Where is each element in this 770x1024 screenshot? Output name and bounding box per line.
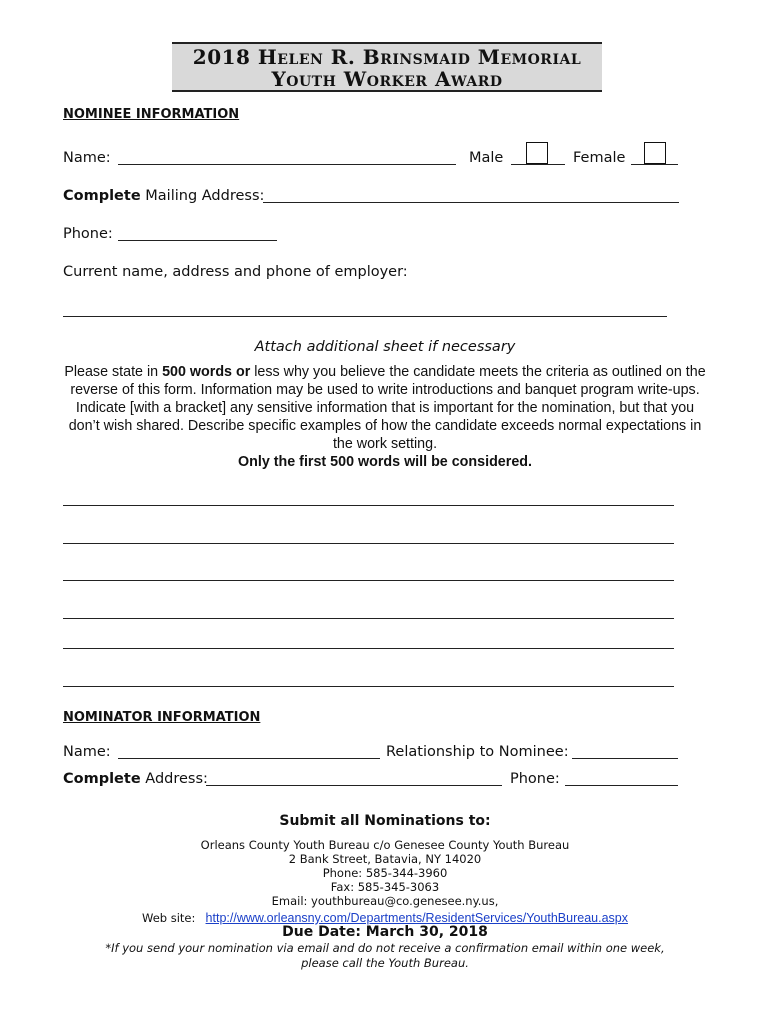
website-link[interactable]: http://www.orleansny.com/Departments/ResidentServices/YouthBureau.aspx [205,911,628,925]
form-title-line-2: Youth Worker Award [271,67,503,91]
submit-email: Email: youthbureau@co.genesee.ny.us, [271,894,499,908]
nominee-phone-label: Phone: [63,226,113,242]
complete-emphasis: Complete [63,188,141,204]
male-underline [511,164,565,165]
employer-field[interactable] [63,316,667,317]
attach-sheet-note: Attach additional sheet if necessary [254,339,516,355]
answer-line[interactable] [63,686,674,687]
nominator-address-field[interactable] [206,785,502,786]
nominator-phone-field[interactable] [565,785,678,786]
instructions-bold: 500 words or [162,364,251,380]
email-note-line-2: please call the Youth Bureau. [301,956,469,970]
submit-phone: Phone: 585-344-3960 [322,866,448,880]
website-label: Web site: [142,911,196,925]
answer-line[interactable] [63,648,674,649]
answer-line[interactable] [63,618,674,619]
answer-line[interactable] [63,580,674,581]
instructions-paragraph [62,363,708,453]
submit-address-line-1: Orleans County Youth Bureau c/o Genesee County Youth Bureau [200,838,570,852]
word-limit-note: Only the first 500 words will be considered. [238,454,532,470]
due-date: Due Date: March 30, 2018 [282,924,488,940]
complete-emphasis: Complete [63,771,141,787]
nominator-phone-label: Phone: [510,771,560,787]
instructions-pre: Please state in [64,364,163,380]
mailing-address-label [63,188,264,204]
female-underline [631,164,678,165]
female-checkbox[interactable] [644,142,666,164]
nominator-address-text: Address: [145,771,208,787]
answer-line[interactable] [63,543,674,544]
email-note-line-1: *If you send your nomination via email and do not receive a confirmation email within one week, [105,941,665,955]
relationship-field[interactable] [572,758,678,759]
submit-heading: Submit all Nominations to: [279,813,491,829]
answer-line[interactable] [63,505,674,506]
nominee-section-heading: NOMINEE INFORMATION [63,107,240,122]
title-banner [172,42,602,92]
nominator-address-label [63,771,208,787]
form-title-line-1: 2018 Helen R. Brinsmaid Memorial [192,45,582,69]
nominee-name-label: Name: [63,150,111,166]
mailing-address-field[interactable] [263,202,679,203]
nominator-name-label: Name: [63,744,111,760]
nominee-name-field[interactable] [118,164,456,165]
mailing-address-text: Mailing Address: [145,188,265,204]
relationship-label: Relationship to Nominee: [386,744,569,760]
nominator-name-field[interactable] [118,758,380,759]
employer-label: Current name, address and phone of employer: [63,264,408,280]
nominator-section-heading: NOMINATOR INFORMATION [63,710,261,725]
submit-address-line-2: 2 Bank Street, Batavia, NY 14020 [288,852,482,866]
submit-fax: Fax: 585-345-3063 [330,880,440,894]
nominee-phone-field[interactable] [118,240,277,241]
male-label: Male [469,150,504,166]
female-label: Female [573,150,626,166]
instructions-rest: less why you believe the candidate meets the criteria as outlined on the reverse of this form. Information may be used to write introductions and banquet program write-ups. Indicate [with a bracket] any sensitive information that is important for the nomination, but that you don’t wish shared. Describe specific examples of how the candidate exceeds normal expectations in the work setting. [68,364,706,452]
male-checkbox[interactable] [526,142,548,164]
